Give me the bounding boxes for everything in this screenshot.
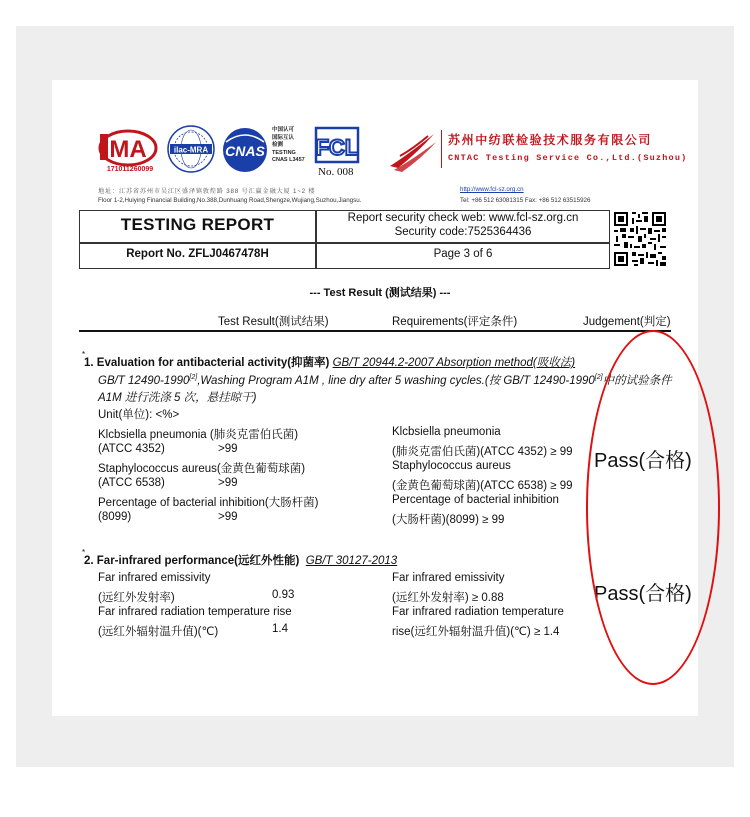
report-title: TESTING REPORT	[120, 215, 275, 234]
footnote-marker: *	[82, 548, 86, 557]
svg-text:CNAS: CNAS	[225, 143, 265, 159]
item1-result-value: >99	[218, 511, 238, 523]
footnote-marker: *	[82, 350, 86, 359]
item2-result-label: (远红外辐射温升值)(℃)	[98, 626, 219, 638]
item2-standard: GB/T 30127-2013	[305, 555, 398, 567]
company-logo-icon	[388, 132, 438, 172]
item1-requirement: Klcbsiella pneumonia	[392, 426, 501, 438]
item1-method-line: A1M 进行洗涤 5 次，悬挂晾干)	[98, 392, 257, 404]
page-number: Page 3 of 6	[433, 248, 493, 260]
item1-method-line: GB/T 12490-1990[2],Washing Program A1M , line dry after 5 washing cycles.(按 GB/T 12490-1990[2]中的试验条件	[98, 374, 672, 387]
item2-requirement: Far infrared emissivity	[392, 572, 505, 584]
company-name-en: CNTAC Testing Service Co.,Ltd.(Suzhou)	[448, 153, 688, 163]
item1-judgement: Pass(合格)	[594, 450, 692, 472]
address-cn: 地址：江苏省苏州市吴江区盛泽镇敦煌路 388 号汇赢金融大厦 1~2 楼	[98, 188, 316, 195]
item1-result-label: Percentage of bacterial inhibition(大肠杆菌)	[98, 497, 319, 509]
fcl-number: No. 008	[318, 166, 354, 178]
tel-fax: Tel: +86 512 63081315 Fax: +86 512 63515926	[460, 197, 591, 204]
item2-result-value: 1.4	[272, 623, 288, 635]
item1-result-label: Klcbsiella pneumonia (肺炎克雷伯氏菌)	[98, 429, 299, 441]
item1-result-label: (8099)	[98, 511, 132, 523]
item1-unit: Unit(单位): <%>	[98, 409, 180, 421]
column-header-requirements: Requirements(评定条件)	[392, 316, 518, 328]
column-header-judgement: Judgement(判定)	[583, 316, 671, 328]
security-code: Security code:7525364436	[394, 226, 532, 238]
item1-result-label: (ATCC 6538)	[98, 477, 165, 489]
report-number: Report No. ZFLJ0467478H	[126, 248, 269, 260]
item2-result-label: Far infrared radiation temperature rise	[98, 606, 292, 618]
column-header-result: Test Result(测试结果)	[218, 316, 329, 328]
item1-result-value: >99	[218, 443, 238, 455]
item1-title: 1. Evaluation for antibacterial activity(抑菌率) GB/T 20944.2-2007 Absorption method(吸收法)	[84, 357, 576, 369]
svg-text:MA: MA	[109, 136, 147, 163]
highlight-oval	[586, 330, 720, 685]
website-link[interactable]: http://www.fcl-sz.org.cn	[460, 186, 524, 193]
item2-title: 2. Far-infrared performance(远红外性能) GB/T 30127-2013	[84, 555, 398, 567]
table-divider	[79, 242, 610, 244]
item2-requirement: Far infrared radiation temperature	[392, 606, 564, 618]
company-name-cn: 苏州中纺联检验技术服务有限公司	[448, 133, 653, 147]
qr-code-icon	[612, 210, 668, 268]
svg-text:FCL: FCL	[315, 135, 359, 160]
item1-requirement: (金黄色葡萄球菌)(ATCC 6538) ≥ 99	[392, 480, 573, 492]
item2-result-label: (远红外发射率)	[98, 592, 175, 604]
fcl-logo-icon	[312, 124, 362, 166]
address-en: Floor 1-2,Huiying Financial Building,No.388,Dunhuang Road,Shengze,Wujiang,Suzhou,Jiangsu.	[98, 197, 362, 204]
item1-result-label: (ATCC 4352)	[98, 443, 165, 455]
item2-requirement: (远红外发射率) ≥ 0.88	[392, 592, 504, 604]
item2-judgement: Pass(合格)	[594, 583, 692, 605]
item1-requirement: Percentage of bacterial inhibition	[392, 494, 559, 506]
cnas-accreditation-text: 中国认可 国际互认 检测 TESTING CNAS L3457	[272, 127, 305, 163]
svg-text:ilac-MRA: ilac-MRA	[173, 145, 209, 155]
item2-result-value: 0.93	[272, 589, 295, 601]
item1-requirement: Staphylococcus aureus	[392, 460, 511, 472]
item1-standard: GB/T 20944.2-2007 Absorption method(吸收法)	[332, 357, 576, 369]
cnas-logo-icon	[220, 126, 270, 174]
item1-requirement: (肺炎克雷伯氏菌)(ATCC 4352) ≥ 99	[392, 446, 573, 458]
item2-requirement: rise(远红外辐射温升值)(℃) ≥ 1.4	[392, 626, 560, 638]
company-divider	[441, 130, 442, 168]
header-rule	[79, 330, 671, 332]
item1-requirement: (大肠杆菌)(8099) ≥ 99	[392, 514, 505, 526]
cma-number: 171011260099	[106, 166, 154, 173]
section-title: --- Test Result (测试结果) ---	[309, 287, 451, 299]
item2-result-label: Far infrared emissivity	[98, 572, 211, 584]
security-web: Report security check web: www.fcl-sz.org.cn	[347, 212, 579, 224]
ilac-mra-logo-icon	[166, 124, 216, 174]
item1-result-label: Staphylococcus aureus(金黄色葡萄球菌)	[98, 463, 306, 475]
item1-result-value: >99	[218, 477, 238, 489]
